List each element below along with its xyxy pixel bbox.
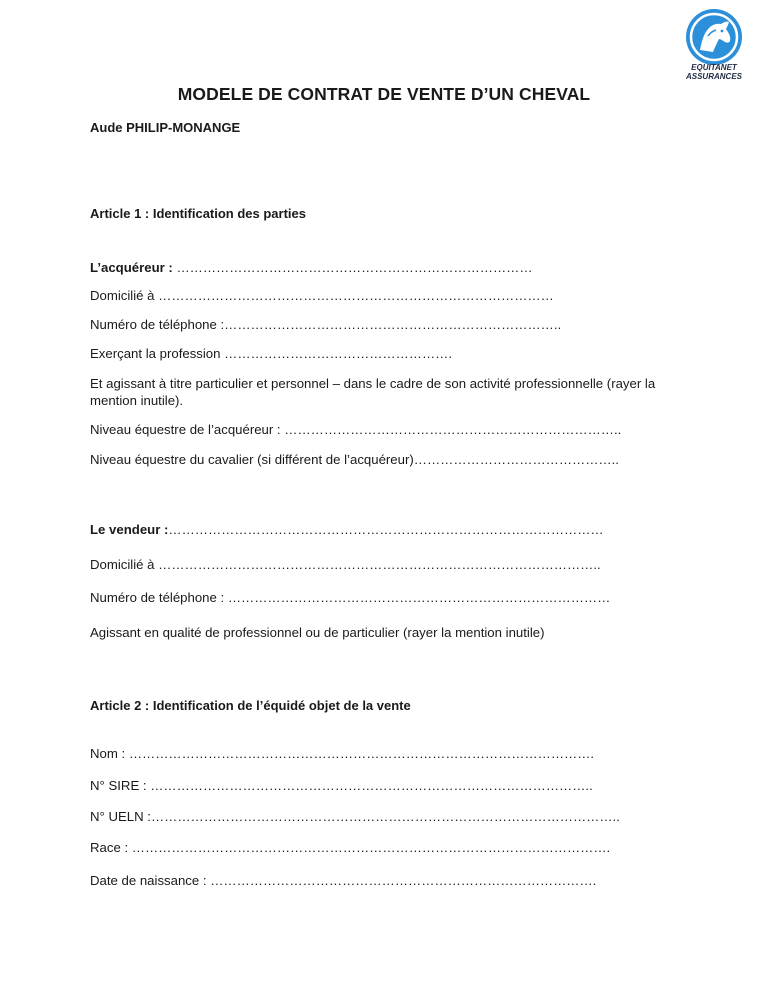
equitanet-logo [678, 6, 750, 82]
vendeur-domicile: Domicilié à ……………………………………………………………………………………….. [90, 557, 601, 572]
logo-line-1: EQUITANET [691, 63, 737, 72]
vendeur-dots: ……………………………………………………………………………………… [168, 522, 604, 537]
equide-race: Race : ………………………………………………………………………………………………. [90, 840, 611, 855]
acquereur-profession: Exerçant la profession ……………………………………………. [90, 346, 452, 361]
article-1-heading: Article 1 : Identification des parties [90, 206, 306, 221]
equide-ueln: N° UELN :…………………………………………………………………………………………….. [90, 809, 620, 824]
equide-nom: Nom : ……………………………………………………………………………………………. [90, 746, 595, 761]
document-title: MODELE DE CONTRAT DE VENTE D’UN CHEVAL [177, 84, 591, 104]
vendeur-telephone: Numéro de téléphone : …………………………………………………………………………… [90, 590, 611, 605]
equide-sire: N° SIRE : ……………………………………………………………………………………….. [90, 778, 593, 793]
acquereur-label: L’acquéreur : [90, 260, 173, 275]
acquereur-domicile: Domicilié à ……………………………………………………………………………… [90, 288, 554, 303]
vendeur-label: Le vendeur : [90, 522, 169, 537]
horse-head-icon [678, 6, 750, 66]
logo-line-2: ASSURANCES [685, 71, 742, 81]
article-2-heading: Article 2 : Identification de l’équidé objet de la vente [90, 698, 411, 713]
logo-wordmark [678, 64, 750, 81]
equide-date-naissance: Date de naissance : ……………………………………………………………………………. [90, 873, 597, 888]
acquereur-dots: ……………………………………………………………………… [172, 260, 533, 275]
author-name: Aude PHILIP-MONANGE [90, 120, 241, 135]
acquereur-line [90, 260, 533, 275]
vendeur-line [90, 522, 604, 537]
acquereur-niveau-equestre: Niveau équestre de l’acquéreur : ………………………………………………………………….. [90, 422, 622, 437]
cavalier-niveau-equestre: Niveau équestre du cavalier (si différent de l’acquéreur)……………………………………….. [90, 452, 619, 467]
acquereur-telephone: Numéro de téléphone :………………………………………………………………….. [90, 317, 562, 332]
vendeur-qualite: Agissant en qualité de professionnel ou de particulier (rayer la mention inutile) [90, 625, 545, 640]
acquereur-qualite: Et agissant à titre particulier et personnel – dans le cadre de son activité professionnelle (rayer la mention inutile). [90, 376, 656, 408]
